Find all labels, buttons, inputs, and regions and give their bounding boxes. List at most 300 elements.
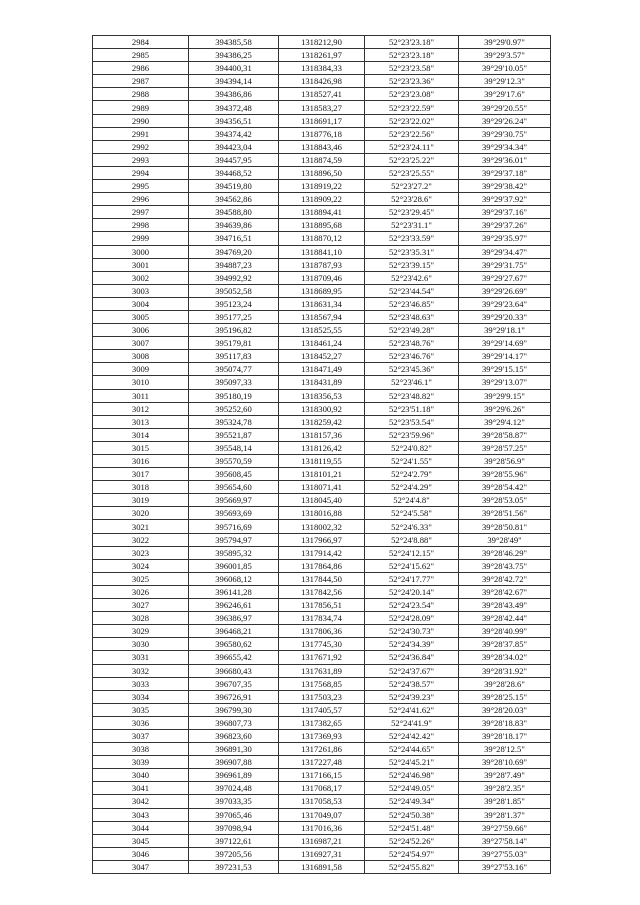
latitude-cell: 52°23'22.56" [365, 127, 459, 140]
table-row [93, 743, 551, 756]
x-coordinate-cell: 394992,92 [189, 271, 279, 284]
y-coordinate-cell: 1318776,18 [279, 127, 365, 140]
table-row [93, 49, 551, 62]
table-row [93, 468, 551, 481]
table-row [93, 795, 551, 808]
table-row [93, 769, 551, 782]
longitude-cell: 39°29'36.01" [459, 153, 551, 166]
x-coordinate-cell: 396680,43 [189, 664, 279, 677]
point-number-cell: 2986 [93, 62, 189, 75]
longitude-cell: 39°29'37.16" [459, 206, 551, 219]
y-coordinate-cell: 1316927,31 [279, 847, 365, 860]
point-number-cell: 3038 [93, 743, 189, 756]
longitude-cell: 39°28'42.72" [459, 572, 551, 585]
table-row [93, 494, 551, 507]
y-coordinate-cell: 1317405,57 [279, 703, 365, 716]
y-coordinate-cell: 1318259,42 [279, 415, 365, 428]
x-coordinate-cell: 395895,32 [189, 546, 279, 559]
longitude-cell: 39°29'37.92" [459, 193, 551, 206]
longitude-cell: 39°29'34.47" [459, 245, 551, 258]
latitude-cell: 52°23'48.76" [365, 337, 459, 350]
x-coordinate-cell: 395052,58 [189, 284, 279, 297]
latitude-cell: 52°24'30.73" [365, 625, 459, 638]
table-row [93, 415, 551, 428]
longitude-cell: 39°28'54.42" [459, 481, 551, 494]
latitude-cell: 52°23'24.11" [365, 140, 459, 153]
x-coordinate-cell: 394716,51 [189, 232, 279, 245]
longitude-cell: 39°28'37.85" [459, 638, 551, 651]
y-coordinate-cell: 1317631,89 [279, 664, 365, 677]
latitude-cell: 52°24'41.9" [365, 716, 459, 729]
longitude-cell: 39°28'46.29" [459, 546, 551, 559]
x-coordinate-cell: 397065,46 [189, 808, 279, 821]
table-row [93, 821, 551, 834]
x-coordinate-cell: 395669,97 [189, 494, 279, 507]
longitude-cell: 39°29'20.55" [459, 101, 551, 114]
latitude-cell: 52°24'20.14" [365, 585, 459, 598]
point-number-cell: 2987 [93, 75, 189, 88]
point-number-cell: 3033 [93, 677, 189, 690]
table-row [93, 245, 551, 258]
y-coordinate-cell: 1317227,48 [279, 756, 365, 769]
longitude-cell: 39°29'34.34" [459, 140, 551, 153]
table-row [93, 219, 551, 232]
latitude-cell: 52°24'41.62" [365, 703, 459, 716]
x-coordinate-cell: 394588,80 [189, 206, 279, 219]
x-coordinate-cell: 395117,83 [189, 350, 279, 363]
latitude-cell: 52°24'37.67" [365, 664, 459, 677]
longitude-cell: 39°28'42.67" [459, 585, 551, 598]
x-coordinate-cell: 396580,62 [189, 638, 279, 651]
point-number-cell: 3026 [93, 585, 189, 598]
point-number-cell: 3021 [93, 520, 189, 533]
table-row [93, 585, 551, 598]
latitude-cell: 52°24'4.8" [365, 494, 459, 507]
longitude-cell: 39°28'7.49" [459, 769, 551, 782]
longitude-cell: 39°29'20.33" [459, 310, 551, 323]
point-number-cell: 3031 [93, 651, 189, 664]
longitude-cell: 39°28'53.05" [459, 494, 551, 507]
latitude-cell: 52°23'23.08" [365, 88, 459, 101]
longitude-cell: 39°28'2.35" [459, 782, 551, 795]
point-number-cell: 3000 [93, 245, 189, 258]
y-coordinate-cell: 1318356,53 [279, 389, 365, 402]
x-coordinate-cell: 396386,97 [189, 612, 279, 625]
table-row [93, 716, 551, 729]
y-coordinate-cell: 1318894,41 [279, 206, 365, 219]
latitude-cell: 52°23'48.82" [365, 389, 459, 402]
x-coordinate-cell: 397033,35 [189, 795, 279, 808]
y-coordinate-cell: 1317369,93 [279, 729, 365, 742]
table-row [93, 860, 551, 873]
latitude-cell: 52°24'42.42" [365, 729, 459, 742]
longitude-cell: 39°29'3.57" [459, 49, 551, 62]
latitude-cell: 52°24'1.55" [365, 455, 459, 468]
y-coordinate-cell: 1318870,12 [279, 232, 365, 245]
x-coordinate-cell: 394468,52 [189, 166, 279, 179]
point-number-cell: 2996 [93, 193, 189, 206]
longitude-cell: 39°28'18.83" [459, 716, 551, 729]
y-coordinate-cell: 1317068,17 [279, 782, 365, 795]
latitude-cell: 52°24'38.57" [365, 677, 459, 690]
latitude-cell: 52°24'4.29" [365, 481, 459, 494]
table-row [93, 847, 551, 860]
x-coordinate-cell: 396891,30 [189, 743, 279, 756]
table-row [93, 481, 551, 494]
x-coordinate-cell: 395177,25 [189, 310, 279, 323]
y-coordinate-cell: 1317382,65 [279, 716, 365, 729]
longitude-cell: 39°27'58.14" [459, 834, 551, 847]
longitude-cell: 39°29'23.64" [459, 297, 551, 310]
table-row [93, 638, 551, 651]
x-coordinate-cell: 395252,60 [189, 402, 279, 415]
longitude-cell: 39°28'28.6" [459, 677, 551, 690]
longitude-cell: 39°29'30.75" [459, 127, 551, 140]
table-row [93, 664, 551, 677]
point-number-cell: 2988 [93, 88, 189, 101]
point-number-cell: 3010 [93, 376, 189, 389]
table-row [93, 808, 551, 821]
longitude-cell: 39°28'57.25" [459, 441, 551, 454]
y-coordinate-cell: 1318471,49 [279, 363, 365, 376]
latitude-cell: 52°24'0.82" [365, 441, 459, 454]
x-coordinate-cell: 394394,14 [189, 75, 279, 88]
x-coordinate-cell: 394519,80 [189, 180, 279, 193]
y-coordinate-cell: 1318426,98 [279, 75, 365, 88]
y-coordinate-cell: 1318016,88 [279, 507, 365, 520]
point-number-cell: 2989 [93, 101, 189, 114]
y-coordinate-cell: 1318461,24 [279, 337, 365, 350]
latitude-cell: 52°24'55.82" [365, 860, 459, 873]
longitude-cell: 39°27'59.66" [459, 821, 551, 834]
table-row [93, 62, 551, 75]
longitude-cell: 39°29'17.6" [459, 88, 551, 101]
y-coordinate-cell: 1317806,36 [279, 625, 365, 638]
y-coordinate-cell: 1318101,21 [279, 468, 365, 481]
table-row [93, 455, 551, 468]
table-row [93, 389, 551, 402]
table-row [93, 428, 551, 441]
y-coordinate-cell: 1318452,27 [279, 350, 365, 363]
y-coordinate-cell: 1317914,42 [279, 546, 365, 559]
point-number-cell: 2992 [93, 140, 189, 153]
longitude-cell: 39°27'55.03" [459, 847, 551, 860]
latitude-cell: 52°23'22.59" [365, 101, 459, 114]
y-coordinate-cell: 1318689,95 [279, 284, 365, 297]
y-coordinate-cell: 1317568,85 [279, 677, 365, 690]
point-number-cell: 3006 [93, 324, 189, 337]
table-row [93, 101, 551, 114]
point-number-cell: 3005 [93, 310, 189, 323]
table-row [93, 271, 551, 284]
table-row [93, 572, 551, 585]
x-coordinate-cell: 395608,45 [189, 468, 279, 481]
y-coordinate-cell: 1317834,74 [279, 612, 365, 625]
point-number-cell: 2990 [93, 114, 189, 127]
x-coordinate-cell: 394356,51 [189, 114, 279, 127]
point-number-cell: 3036 [93, 716, 189, 729]
x-coordinate-cell: 396468,21 [189, 625, 279, 638]
point-number-cell: 2997 [93, 206, 189, 219]
x-coordinate-cell: 396001,85 [189, 559, 279, 572]
table-row [93, 180, 551, 193]
longitude-cell: 39°28'42.44" [459, 612, 551, 625]
latitude-cell: 52°24'34.39" [365, 638, 459, 651]
table-row [93, 441, 551, 454]
longitude-cell: 39°29'6.26" [459, 402, 551, 415]
point-number-cell: 3009 [93, 363, 189, 376]
point-number-cell: 3024 [93, 559, 189, 572]
longitude-cell: 39°29'26.69" [459, 284, 551, 297]
x-coordinate-cell: 394423,04 [189, 140, 279, 153]
latitude-cell: 52°24'15.62" [365, 559, 459, 572]
table-row [93, 520, 551, 533]
point-number-cell: 3004 [93, 297, 189, 310]
longitude-cell: 39°29'12.3" [459, 75, 551, 88]
longitude-cell: 39°28'43.49" [459, 599, 551, 612]
x-coordinate-cell: 396141,28 [189, 585, 279, 598]
table-row [93, 376, 551, 389]
y-coordinate-cell: 1318787,93 [279, 258, 365, 271]
point-number-cell: 3032 [93, 664, 189, 677]
table-row [93, 782, 551, 795]
point-number-cell: 3015 [93, 441, 189, 454]
y-coordinate-cell: 1318909,22 [279, 193, 365, 206]
longitude-cell: 39°28'34.02" [459, 651, 551, 664]
x-coordinate-cell: 397024,48 [189, 782, 279, 795]
latitude-cell: 52°24'8.88" [365, 533, 459, 546]
point-number-cell: 3037 [93, 729, 189, 742]
table-row [93, 690, 551, 703]
table-row [93, 166, 551, 179]
latitude-cell: 52°24'39.23" [365, 690, 459, 703]
longitude-cell: 39°29'15.15" [459, 363, 551, 376]
point-number-cell: 3013 [93, 415, 189, 428]
point-number-cell: 3007 [93, 337, 189, 350]
longitude-cell: 39°28'12.5" [459, 743, 551, 756]
longitude-cell: 39°28'31.92" [459, 664, 551, 677]
y-coordinate-cell: 1318567,94 [279, 310, 365, 323]
latitude-cell: 52°24'36.84" [365, 651, 459, 664]
x-coordinate-cell: 397122,61 [189, 834, 279, 847]
latitude-cell: 52°23'46.76" [365, 350, 459, 363]
latitude-cell: 52°23'23.36" [365, 75, 459, 88]
table-row [93, 533, 551, 546]
x-coordinate-cell: 395794,97 [189, 533, 279, 546]
point-number-cell: 3042 [93, 795, 189, 808]
y-coordinate-cell: 1318212,90 [279, 36, 365, 49]
point-number-cell: 3046 [93, 847, 189, 860]
table-row [93, 599, 551, 612]
x-coordinate-cell: 395097,33 [189, 376, 279, 389]
x-coordinate-cell: 396707,35 [189, 677, 279, 690]
longitude-cell: 39°29'27.67" [459, 271, 551, 284]
x-coordinate-cell: 394386,86 [189, 88, 279, 101]
latitude-cell: 52°24'44.65" [365, 743, 459, 756]
latitude-cell: 52°23'35.31" [365, 245, 459, 258]
longitude-cell: 39°29'37.26" [459, 219, 551, 232]
y-coordinate-cell: 1318691,17 [279, 114, 365, 127]
y-coordinate-cell: 1318895,68 [279, 219, 365, 232]
latitude-cell: 52°23'22.02" [365, 114, 459, 127]
latitude-cell: 52°24'49.34" [365, 795, 459, 808]
longitude-cell: 39°28'1.37" [459, 808, 551, 821]
point-number-cell: 2995 [93, 180, 189, 193]
table-row [93, 114, 551, 127]
y-coordinate-cell: 1316891,58 [279, 860, 365, 873]
latitude-cell: 52°23'45.36" [365, 363, 459, 376]
x-coordinate-cell: 394887,23 [189, 258, 279, 271]
point-number-cell: 3040 [93, 769, 189, 782]
y-coordinate-cell: 1318919,22 [279, 180, 365, 193]
y-coordinate-cell: 1317166,15 [279, 769, 365, 782]
y-coordinate-cell: 1318631,34 [279, 297, 365, 310]
longitude-cell: 39°27'53.16" [459, 860, 551, 873]
table-row [93, 559, 551, 572]
table-row [93, 834, 551, 847]
x-coordinate-cell: 396068,12 [189, 572, 279, 585]
table-row [93, 703, 551, 716]
longitude-cell: 39°29'9.15" [459, 389, 551, 402]
longitude-cell: 39°28'10.69" [459, 756, 551, 769]
longitude-cell: 39°28'43.75" [459, 559, 551, 572]
latitude-cell: 52°24'28.09" [365, 612, 459, 625]
x-coordinate-cell: 396823,60 [189, 729, 279, 742]
point-number-cell: 2985 [93, 49, 189, 62]
y-coordinate-cell: 1318709,46 [279, 271, 365, 284]
longitude-cell: 39°29'14.69" [459, 337, 551, 350]
latitude-cell: 52°24'52.26" [365, 834, 459, 847]
longitude-cell: 39°29'26.24" [459, 114, 551, 127]
x-coordinate-cell: 397231,53 [189, 860, 279, 873]
longitude-cell: 39°29'38.42" [459, 180, 551, 193]
x-coordinate-cell: 396961,89 [189, 769, 279, 782]
point-number-cell: 3001 [93, 258, 189, 271]
point-number-cell: 3002 [93, 271, 189, 284]
longitude-cell: 39°28'1.85" [459, 795, 551, 808]
point-number-cell: 3027 [93, 599, 189, 612]
point-number-cell: 2994 [93, 166, 189, 179]
x-coordinate-cell: 396799,30 [189, 703, 279, 716]
point-number-cell: 3022 [93, 533, 189, 546]
table-row [93, 729, 551, 742]
y-coordinate-cell: 1318841,10 [279, 245, 365, 258]
x-coordinate-cell: 396807,73 [189, 716, 279, 729]
y-coordinate-cell: 1317856,51 [279, 599, 365, 612]
table-row [93, 36, 551, 49]
longitude-cell: 39°29'18.1" [459, 324, 551, 337]
y-coordinate-cell: 1318384,33 [279, 62, 365, 75]
y-coordinate-cell: 1318126,42 [279, 441, 365, 454]
latitude-cell: 52°23'44.54" [365, 284, 459, 297]
table-row [93, 297, 551, 310]
longitude-cell: 39°29'4.12" [459, 415, 551, 428]
longitude-cell: 39°29'14.17" [459, 350, 551, 363]
point-number-cell: 3043 [93, 808, 189, 821]
y-coordinate-cell: 1318874,59 [279, 153, 365, 166]
y-coordinate-cell: 1318002,32 [279, 520, 365, 533]
table-row [93, 507, 551, 520]
x-coordinate-cell: 394386,25 [189, 49, 279, 62]
point-number-cell: 3041 [93, 782, 189, 795]
table-row [93, 193, 551, 206]
latitude-cell: 52°24'12.15" [365, 546, 459, 559]
latitude-cell: 52°24'51.48" [365, 821, 459, 834]
table-row [93, 337, 551, 350]
x-coordinate-cell: 394385,58 [189, 36, 279, 49]
table-row [93, 284, 551, 297]
point-number-cell: 3023 [93, 546, 189, 559]
table-row [93, 546, 551, 559]
y-coordinate-cell: 1317671,92 [279, 651, 365, 664]
table-row [93, 651, 551, 664]
latitude-cell: 52°23'42.6" [365, 271, 459, 284]
point-number-cell: 3045 [93, 834, 189, 847]
x-coordinate-cell: 397205,56 [189, 847, 279, 860]
longitude-cell: 39°29'35.97" [459, 232, 551, 245]
latitude-cell: 52°23'33.59" [365, 232, 459, 245]
table-row [93, 88, 551, 101]
point-number-cell: 3029 [93, 625, 189, 638]
point-number-cell: 2993 [93, 153, 189, 166]
x-coordinate-cell: 395521,87 [189, 428, 279, 441]
table-row [93, 756, 551, 769]
x-coordinate-cell: 396907,88 [189, 756, 279, 769]
longitude-cell: 39°28'51.56" [459, 507, 551, 520]
point-number-cell: 3008 [93, 350, 189, 363]
latitude-cell: 52°24'54.97" [365, 847, 459, 860]
x-coordinate-cell: 394562,86 [189, 193, 279, 206]
y-coordinate-cell: 1318261,97 [279, 49, 365, 62]
point-number-cell: 3028 [93, 612, 189, 625]
x-coordinate-cell: 394400,31 [189, 62, 279, 75]
table-row [93, 310, 551, 323]
longitude-cell: 39°28'40.99" [459, 625, 551, 638]
table-row [93, 350, 551, 363]
y-coordinate-cell: 1317745,30 [279, 638, 365, 651]
latitude-cell: 52°24'46.98" [365, 769, 459, 782]
x-coordinate-cell: 396246,61 [189, 599, 279, 612]
x-coordinate-cell: 396726,91 [189, 690, 279, 703]
latitude-cell: 52°23'23.18" [365, 49, 459, 62]
x-coordinate-cell: 395196,82 [189, 324, 279, 337]
latitude-cell: 52°23'27.2" [365, 180, 459, 193]
table-row [93, 127, 551, 140]
y-coordinate-cell: 1318527,41 [279, 88, 365, 101]
table-row [93, 232, 551, 245]
coordinates-table [92, 35, 551, 874]
point-number-cell: 3020 [93, 507, 189, 520]
latitude-cell: 52°24'50.38" [365, 808, 459, 821]
latitude-cell: 52°24'49.05" [365, 782, 459, 795]
x-coordinate-cell: 394769,20 [189, 245, 279, 258]
latitude-cell: 52°23'23.58" [365, 62, 459, 75]
latitude-cell: 52°23'28.6" [365, 193, 459, 206]
table-row [93, 677, 551, 690]
latitude-cell: 52°23'49.28" [365, 324, 459, 337]
latitude-cell: 52°23'23.18" [365, 36, 459, 49]
longitude-cell: 39°29'31.75" [459, 258, 551, 271]
longitude-cell: 39°28'49" [459, 533, 551, 546]
x-coordinate-cell: 397098,94 [189, 821, 279, 834]
point-number-cell: 3044 [93, 821, 189, 834]
point-number-cell: 3030 [93, 638, 189, 651]
point-number-cell: 3039 [93, 756, 189, 769]
latitude-cell: 52°24'5.58" [365, 507, 459, 520]
x-coordinate-cell: 395123,24 [189, 297, 279, 310]
point-number-cell: 3047 [93, 860, 189, 873]
table-row [93, 402, 551, 415]
